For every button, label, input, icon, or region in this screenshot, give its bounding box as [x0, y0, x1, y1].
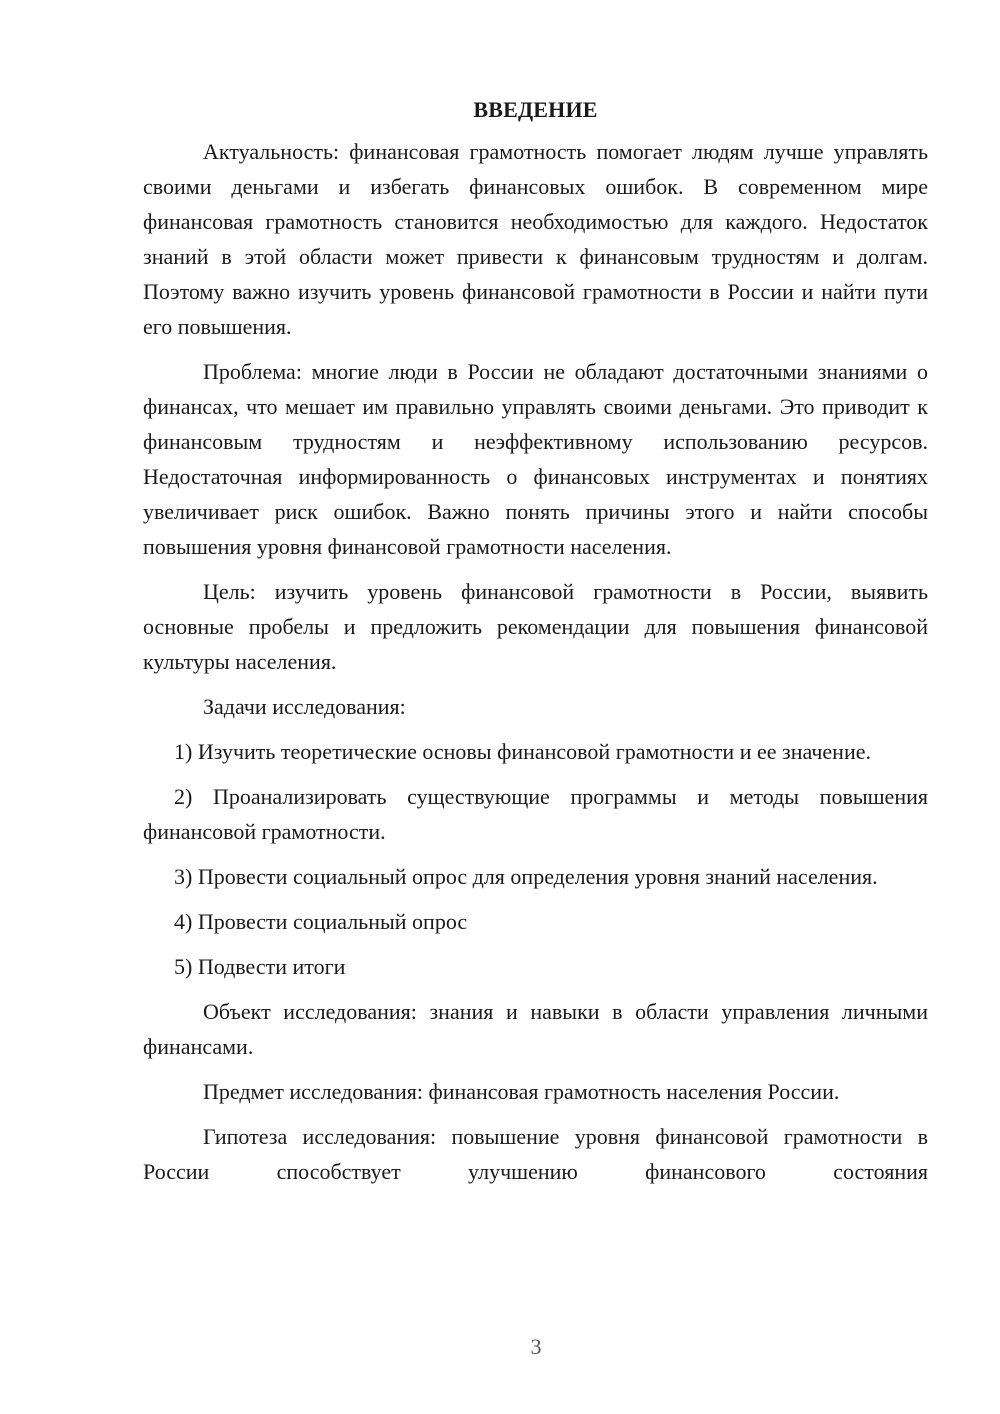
relevance-paragraph: Актуальность: финансовая грамотность помогает людям лучше управлять своими деньгами и избегать финансовых ошибок. В современном мире финансовая грамотность становится необходимостью для каждого. Недостаток знаний в этой области может привести к финансовым трудностям и долгам. Поэтому важно изучить уровень финансовой грамотности в России и найти пути его повышения.	[143, 139, 928, 339]
problem-paragraph: Проблема: многие люди в России не обладают достаточными знаниями о финансах, что мешает им правильно управлять своими деньгами. Это приводит к финансовым трудностям и неэффективному использованию ресурсов. Недостаточная информированность о финансовых инструментах и понятиях увеличивает риск ошибок. Важно понять причины этого и найти способы повышения уровня финансовой грамотности населения.	[143, 359, 928, 559]
page-number: 3	[530, 1334, 542, 1359]
task-item-2: 2) Проанализировать существующие программы и методы повышения финансовой грамотности.	[143, 784, 928, 844]
task-item-4: 4) Провести социальный опрос	[174, 909, 468, 934]
task-item-1: 1) Изучить теоретические основы финансовой грамотности и ее значение.	[174, 739, 871, 764]
section-heading: ВВЕДЕНИЕ	[473, 97, 598, 122]
hypothesis-paragraph: Гипотеза исследования: повышение уровня финансовой грамотности в России способствует улучшению финансового состояния	[143, 1124, 928, 1184]
page-content	[143, 94, 928, 1199]
tasks-title: Задачи исследования:	[203, 694, 406, 719]
object-paragraph: Объект исследования: знания и навыки в области управления личными финансами.	[143, 999, 928, 1059]
task-item-3: 3) Провести социальный опрос для определения уровня знаний населения.	[174, 864, 878, 889]
subject-paragraph: Предмет исследования: финансовая грамотность населения России.	[203, 1079, 840, 1104]
task-item-5: 5) Подвести итоги	[174, 954, 346, 979]
goal-paragraph: Цель: изучить уровень финансовой грамотности в России, выявить основные пробелы и предложить рекомендации для повышения финансовой культуры населения.	[143, 579, 928, 674]
